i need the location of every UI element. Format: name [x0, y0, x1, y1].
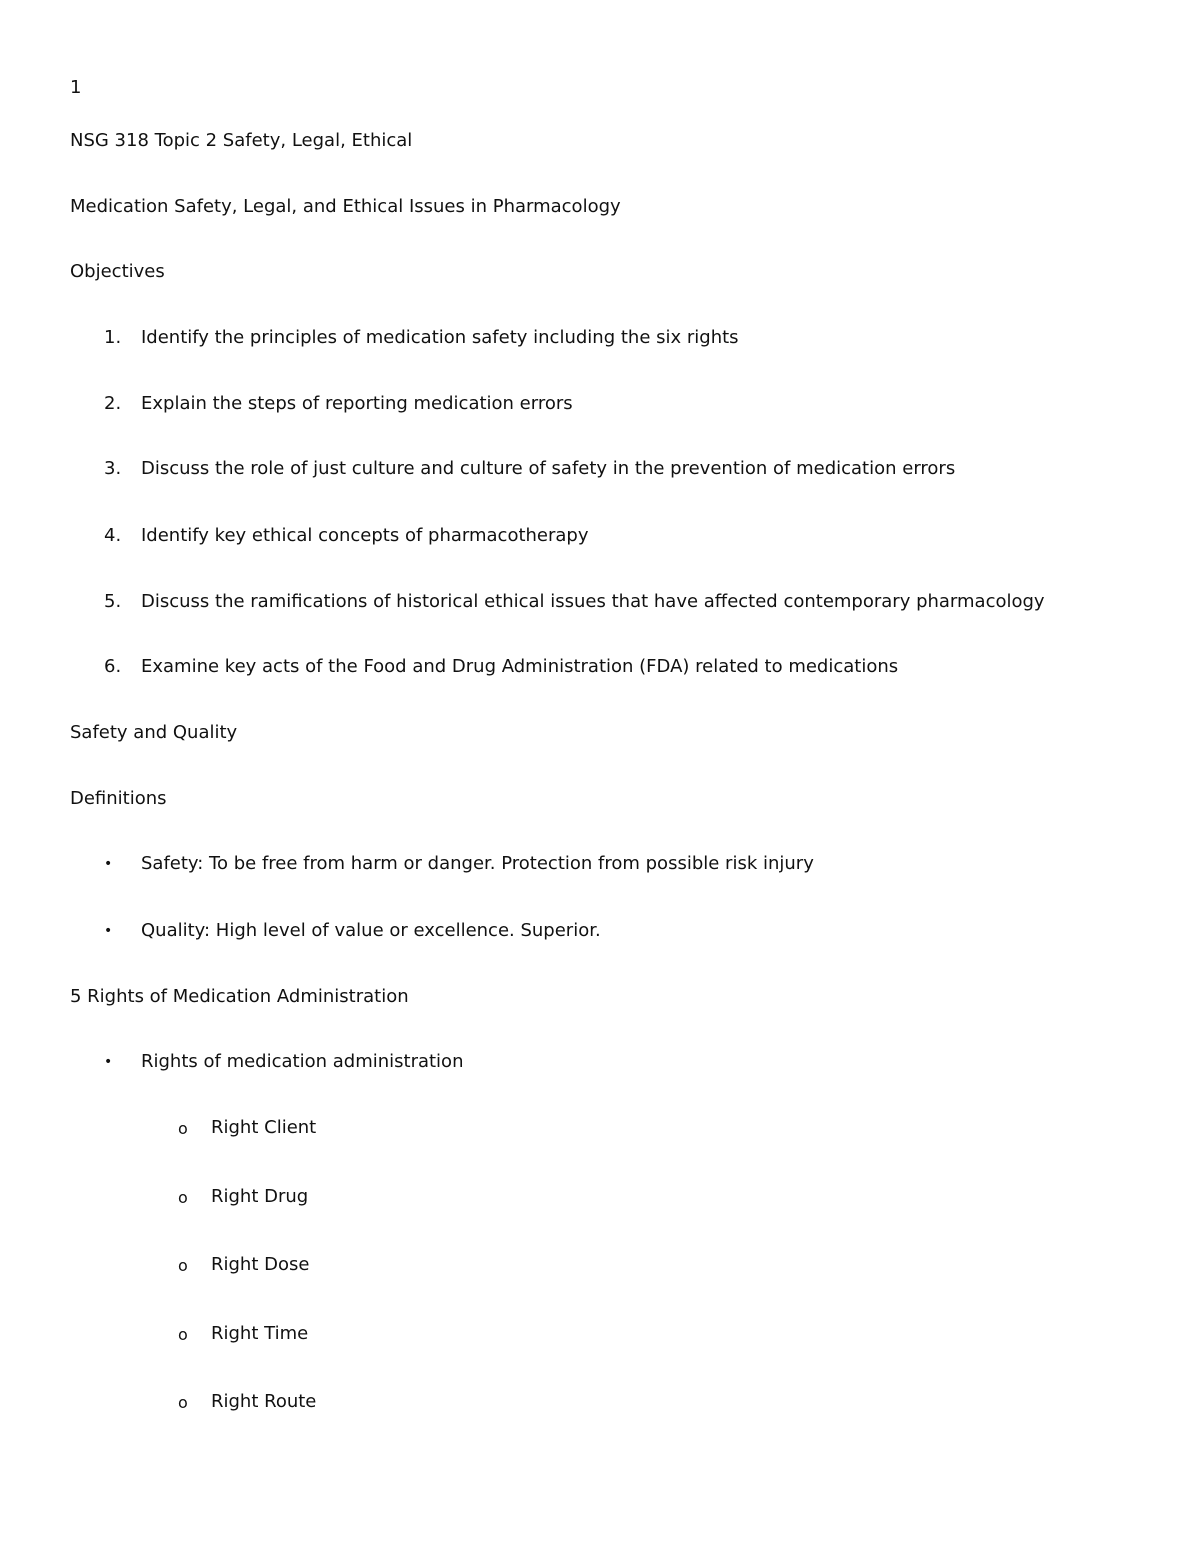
circle-bullet-icon: o: [178, 1325, 188, 1344]
bullet-icon: •: [104, 856, 113, 872]
definitions-heading: Definitions: [70, 788, 167, 809]
safety-quality-heading: Safety and Quality: [70, 722, 238, 743]
objective-text: Identify the principles of medication safety including the six rights: [141, 327, 739, 348]
objective-text: Identify key ethical concepts of pharmacotherapy: [141, 525, 589, 546]
right-route: Right Route: [211, 1391, 317, 1412]
right-client: Right Client: [211, 1117, 317, 1138]
definition-text: Quality: High level of value or excellence. Superior.: [141, 920, 601, 941]
rights-heading: 5 Rights of Medication Administration: [70, 986, 409, 1007]
objective-text: Examine key acts of the Food and Drug Administration (FDA) related to medications: [141, 656, 899, 677]
rights-item-text: Rights of medication administration: [141, 1051, 464, 1072]
list-number: 4.: [104, 525, 122, 546]
right-time: Right Time: [211, 1323, 309, 1344]
bullet-icon: •: [104, 923, 113, 939]
circle-bullet-icon: o: [178, 1393, 188, 1412]
objectives-heading: Objectives: [70, 261, 165, 282]
bullet-icon: •: [104, 1054, 113, 1070]
list-number: 2.: [104, 393, 122, 414]
list-number: 6.: [104, 656, 122, 677]
course-title: NSG 318 Topic 2 Safety, Legal, Ethical: [70, 130, 413, 151]
circle-bullet-icon: o: [178, 1119, 188, 1138]
right-dose: Right Dose: [211, 1254, 310, 1275]
objective-text: Discuss the role of just culture and culture of safety in the prevention of medication errors: [141, 458, 956, 479]
objective-text: Explain the steps of reporting medication errors: [141, 393, 573, 414]
definition-text: Safety: To be free from harm or danger. Protection from possible risk injury: [141, 853, 814, 874]
objective-text: Discuss the ramifications of historical ethical issues that have affected contemporary pharmacology: [141, 591, 1045, 612]
right-drug: Right Drug: [211, 1186, 309, 1207]
page-number: 1: [70, 77, 82, 98]
document-title: Medication Safety, Legal, and Ethical Issues in Pharmacology: [70, 196, 621, 217]
list-number: 3.: [104, 458, 122, 479]
list-number: 1.: [104, 327, 122, 348]
list-number: 5.: [104, 591, 122, 612]
circle-bullet-icon: o: [178, 1256, 188, 1275]
circle-bullet-icon: o: [178, 1188, 188, 1207]
